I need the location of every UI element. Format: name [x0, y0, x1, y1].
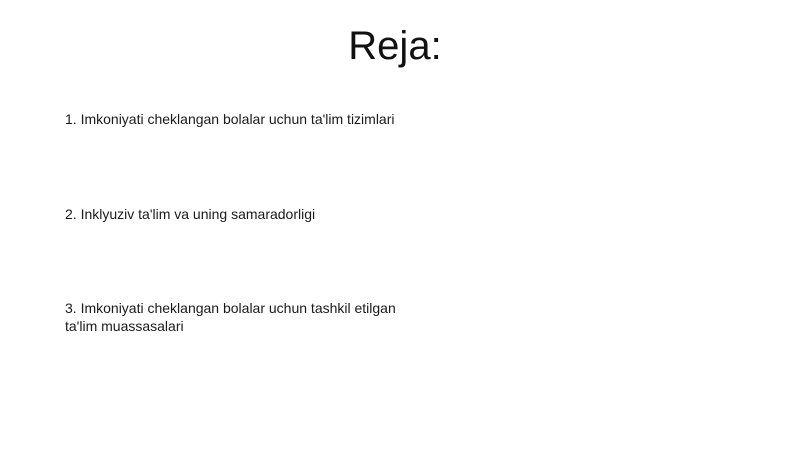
plan-item-2: 2. Inklyuziv ta'lim va uning samaradorligi	[65, 206, 316, 222]
plan-item-1: 1. Imkoniyati cheklangan bolalar uchun ta'lim tizimlari	[65, 111, 395, 127]
plan-item-3: 3. Imkoniyati cheklangan bolalar uchun tashkil etilgan ta'lim muassasalari	[65, 300, 396, 334]
slide-title: Reja:	[348, 24, 442, 68]
